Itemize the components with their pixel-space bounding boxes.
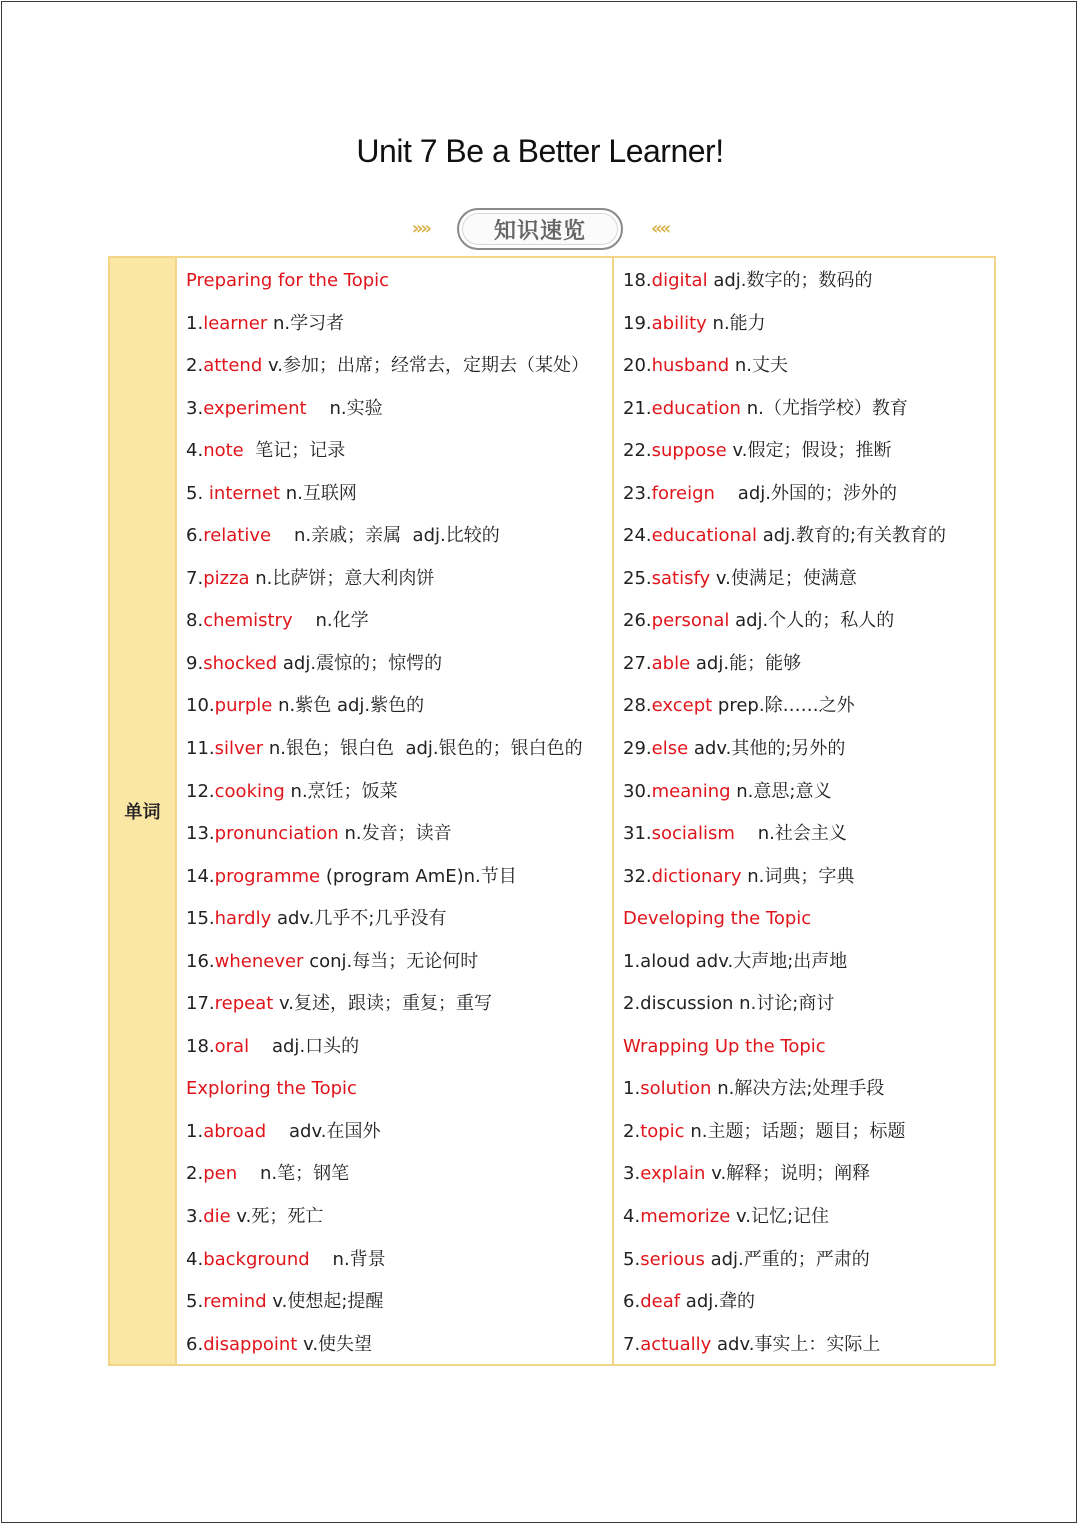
vocab-item [186,606,612,649]
vocab-item [623,1202,994,1245]
item-number: 6. [186,1333,204,1355]
vocab-definition: v.使满足；使满意 [710,567,857,589]
item-number: 3. [623,1163,641,1185]
vocab-definition: adj.能；能够 [690,652,802,674]
item-number: 21. [623,397,652,419]
vocab-word: serious [640,1248,705,1270]
vocab-definition: adj.个人的；私人的 [729,610,895,632]
section-badge-row [0,206,1080,252]
vocab-word: chemistry [203,610,293,632]
vocab-definition: n.银色；银白色 adj.银色的；银白色的 [263,738,583,760]
vocab-item [186,1117,612,1160]
item-number: 2.discussion n.讨论;商讨 [623,993,835,1015]
vocab-word: hardly [214,908,272,930]
vocab-word: attend [203,355,263,377]
vocab-item [186,649,612,692]
item-number: 29. [623,738,652,760]
vocab-word: repeat [214,993,274,1015]
vocab-definition: n.比萨饼；意大利肉饼 [249,567,435,589]
vocab-item [186,691,612,734]
vocab-word: explain [640,1163,706,1185]
item-number: 12. [186,780,215,802]
item-number: 6. [186,525,204,547]
vocab-definition: n.亲戚；亲属 adj.比较的 [271,525,500,547]
vocab-word: experiment [203,397,307,419]
vocab-word: husband [651,355,730,377]
section-badge: 知识速览 [457,208,623,250]
vocab-item [623,691,994,734]
left-chevrons-icon: »» [411,218,429,239]
item-number: 31. [623,823,652,845]
vocab-item [623,1074,994,1117]
vocab-item [623,394,994,437]
section-heading: Exploring the Topic [186,1078,357,1100]
vocab-item [186,309,612,352]
vocab-definition: v.使想起;提醒 [266,1291,384,1313]
item-number: 22. [623,440,652,462]
vocab-definition: n.紫色 adj.紫色的 [272,695,425,717]
vocab-definition: n.互联网 [280,482,357,504]
vocab-word: educational [651,525,757,547]
item-number: 1. [186,312,204,334]
vocab-word: foreign [651,482,715,504]
vocab-definition: n.笔；钢笔 [237,1163,350,1185]
vocab-word: pizza [203,567,250,589]
section-heading: Preparing for the Topic [186,270,390,291]
vocab-word: whenever [214,950,304,972]
vocab-word: digital [651,270,708,291]
vocab-definition: n.主题；话题；题目；标题 [684,1120,906,1142]
vocab-item [186,1202,612,1245]
vocab-item [186,1287,612,1330]
vocab-item [623,1287,994,1330]
item-number: 3. [186,397,204,419]
item-number: 18. [186,1035,215,1057]
vocab-definition: v.使失望 [297,1333,373,1355]
vocab-item [623,1159,994,1202]
vocab-word: suppose [651,440,727,462]
vocab-definition: n.社会主义 [734,823,847,845]
item-number: 4. [186,440,204,462]
section-heading: Developing the Topic [623,908,812,930]
vocab-definition: adj.教育的;有关教育的 [757,525,946,547]
vocab-word: learner [203,312,268,334]
vocab-word: pronunciation [214,823,339,845]
vocab-word: silver [214,738,264,760]
vocab-definition: n.解决方法;处理手段 [711,1078,885,1100]
vocab-word: satisfy [651,567,711,589]
vocab-definition: n.发音；读音 [338,823,452,845]
item-number: 13. [186,823,215,845]
item-number: 5. [186,482,209,504]
vocab-item [186,904,612,947]
section-heading: Wrapping Up the Topic [623,1035,826,1057]
vocab-word: solution [640,1078,712,1100]
vocab-item [623,606,994,649]
vocab-definition: adv.在国外 [266,1120,381,1142]
vocab-item [623,1117,994,1160]
item-number: 8. [186,610,204,632]
item-number: 27. [623,652,652,674]
vocab-definition: adj.严重的；严肃的 [704,1248,870,1270]
vocab-definition: n.能力 [706,312,766,334]
item-number: 15. [186,908,215,930]
vocab-definition: v.死；死亡 [230,1206,324,1228]
vocab-item [623,1330,994,1373]
vocab-definition: adv.事实上：实际上 [711,1333,881,1355]
vocab-item [186,734,612,777]
vocab-item [623,436,994,479]
item-number: 32. [623,865,652,887]
vocab-definition: adj.外国的；涉外的 [714,482,897,504]
vocab-definition: adv.其他的;另外的 [688,738,846,760]
vocab-item [623,989,994,1032]
vocab-item [186,1330,612,1373]
vocab-word: disappoint [203,1333,298,1355]
vocab-word: programme [214,865,321,887]
vocab-item [186,777,612,820]
page-title: Unit 7 Be a Better Learner! [356,133,724,169]
item-number: 14. [186,865,215,887]
vocab-word: relative [203,525,272,547]
item-number: 1. [623,1078,641,1100]
vocab-word: remind [203,1291,267,1313]
item-number: 26. [623,610,652,632]
right-chevrons-icon: «« [651,218,669,239]
item-number: 23. [623,482,652,504]
vocab-word: topic [640,1120,685,1142]
item-number: 5. [623,1248,641,1270]
item-number: 2. [186,1163,204,1185]
vocab-word: internet [208,482,281,504]
vocab-definition: n.词典；字典 [741,865,855,887]
vocab-word: deaf [640,1291,681,1313]
vocab-item [623,649,994,692]
item-number: 4. [623,1206,641,1228]
vocab-definition: n.学习者 [267,312,345,334]
vocab-definition: v.参加；出席；经常去，定期去（某处） [262,355,589,377]
vocab-definition: 笔记；记录 [243,440,346,462]
item-number: 19. [623,312,652,334]
vocab-definition: n.背景 [309,1248,386,1270]
vocab-item [623,564,994,607]
vocab-word: cooking [214,780,285,802]
vocab-word: except [651,695,713,717]
vocab-item [623,521,994,564]
item-number: 1. [186,1120,204,1142]
item-number: 2. [186,355,204,377]
item-number: 25. [623,567,652,589]
item-number: 7. [186,567,204,589]
vocab-word: pen [203,1163,238,1185]
vocab-item [623,1245,994,1288]
vocab-item [623,947,994,990]
vocab-item [623,266,994,309]
vocab-definition: n.烹饪；饭菜 [284,780,398,802]
vocab-definition: v.复述，跟读；重复；重写 [273,993,493,1015]
vocab-word: oral [214,1035,250,1057]
vocab-item [623,777,994,820]
vocab-item [186,1032,612,1075]
vocab-definition: prep.除……之外 [712,695,855,717]
vocab-word: memorize [640,1206,731,1228]
vocab-item [186,479,612,522]
vocab-item [186,521,612,564]
vocab-item [186,351,612,394]
vocab-word: socialism [651,823,735,845]
vocab-item [186,436,612,479]
vocab-word: meaning [651,780,731,802]
item-number: 11. [186,738,215,760]
item-number: 10. [186,695,215,717]
item-number: 3. [186,1206,204,1228]
vocab-item [186,1159,612,1202]
vocab-definition: n.（尤指学校）教育 [740,397,908,419]
vocab-word: education [651,397,741,419]
vocab-item [623,309,994,352]
item-number: 30. [623,780,652,802]
item-number: 18. [623,270,652,291]
vocab-word: note [203,440,244,462]
vocab-definition: n.实验 [306,397,383,419]
item-number: 5. [186,1291,204,1313]
vocab-item [186,394,612,437]
vocab-definition: adv.几乎不;几乎没有 [271,908,447,930]
vocab-definition: n.化学 [292,610,369,632]
vocab-item [186,1245,612,1288]
item-number: 17. [186,993,215,1015]
item-number: 20. [623,355,652,377]
vocab-word: ability [651,312,707,334]
vocab-item [186,564,612,607]
vocab-definition: adj.聋的 [680,1291,755,1313]
item-number: 24. [623,525,652,547]
vocab-word: background [203,1248,310,1270]
vocab-definition: adj.数字的；数码的 [707,270,873,291]
item-number: 9. [186,652,204,674]
vocab-word: purple [214,695,273,717]
side-label: 单词 [110,258,177,1364]
item-number: 4. [186,1248,204,1270]
vocab-item [623,351,994,394]
vocab-word: dictionary [651,865,742,887]
item-number: 6. [623,1291,641,1313]
vocab-item [186,819,612,862]
vocab-item [186,862,612,905]
vocabulary-table [108,256,996,1366]
vocab-word: else [651,738,689,760]
vocab-definition: (program AmE)n.节目 [320,865,517,887]
vocab-definition: n.丈夫 [729,355,788,377]
vocab-column-left [177,258,612,1364]
item-number: 1.aloud adv.大声地;出声地 [623,950,848,972]
item-number: 7. [623,1333,641,1355]
vocab-word: personal [651,610,730,632]
vocab-column-right [612,258,994,1364]
vocab-item [623,479,994,522]
vocab-definition: v.记忆;记住 [730,1206,830,1228]
vocab-word: abroad [203,1120,267,1142]
vocab-definition: n.意思;意义 [730,780,832,802]
vocab-item [623,862,994,905]
vocab-item [623,734,994,777]
vocab-item [623,819,994,862]
vocab-definition: conj.每当；无论何时 [303,950,479,972]
item-number: 2. [623,1120,641,1142]
vocab-item [186,989,612,1032]
vocab-word: able [651,652,691,674]
vocab-word: die [203,1206,231,1228]
item-number: 28. [623,695,652,717]
vocab-item [186,947,612,990]
vocab-definition: adj.口头的 [249,1035,360,1057]
vocab-word: actually [640,1333,712,1355]
vocab-definition: v.假定；假设；推断 [726,440,892,462]
vocab-definition: v.解释；说明；阐释 [705,1163,871,1185]
vocab-word: shocked [203,652,278,674]
item-number: 16. [186,950,215,972]
vocab-definition: adj.震惊的；惊愕的 [277,652,443,674]
